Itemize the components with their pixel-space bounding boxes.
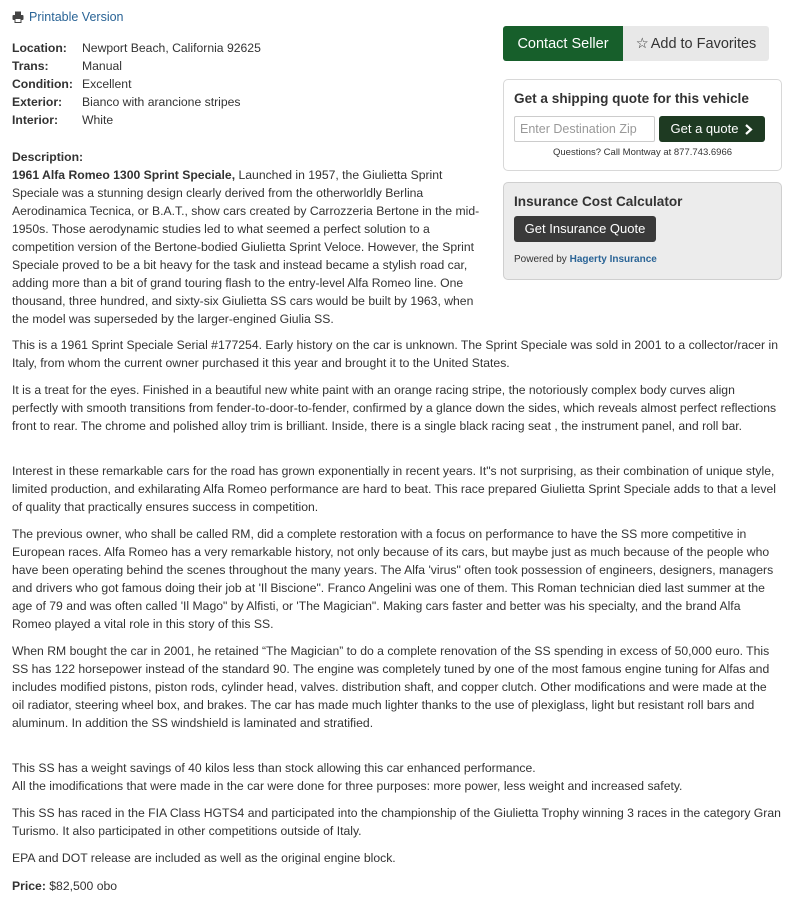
description-paragraph [12,804,782,840]
printable-version-link[interactable] [12,8,124,26]
description-paragraph [12,462,782,516]
shipping-title: Get a shipping quote for this vehicle [514,91,749,106]
spec-value: Manual [82,59,122,73]
paragraph-text: This SS has a weight savings of 40 kilos less than stock allowing this car enhanced performance. [12,761,536,775]
price [12,877,117,895]
star-icon: ☆ [635,35,649,52]
description-paragraph [12,525,782,633]
spec-value: Bianco with arancione stripes [82,95,241,109]
destination-zip-input[interactable] [514,116,655,142]
printable-version-label[interactable]: Printable Version [29,10,124,24]
shipping-quote-box [503,79,782,171]
description-paragraph [12,642,782,732]
insurance-calculator-box [503,182,782,280]
hagerty-insurance-link[interactable]: Hagerty Insurance [569,254,657,265]
get-insurance-quote-button[interactable]: Get Insurance Quote [514,216,656,242]
spec-label: Interior: [12,113,59,127]
spec-row-condition [12,75,261,93]
spec-label: Exterior: [12,95,63,109]
paragraph-text: When RM bought the car in 2001, he retained “The Magician” to do a complete renovation of the SS spending in excess of 50,000 euro. This SS has 122 horsepower instead of the standard 90. The engine was completely tuned by one of the most famous engine tuning for Alfas and includes modified pistons, piston rods, cylinder head, valves. distribution shaft, and copper clutch. Other modifications and were made at the oil radiator, steering wheel box, and brakes. The car has made much lighter thanks to the use of plexiglass, light but resistant roll bars and aluminum. In addition the SS windshield is laminated and stratified. [12,644,770,730]
spec-row-exterior [12,93,261,111]
price-label: Price: [12,879,46,893]
description-paragraph [12,759,782,795]
paragraph-text: The previous owner, who shall be called RM, did a complete restoration with a focus on performance to have the SS more competitive in European races. Alfa Romeo has a very remarkable history, not only because of its cars, but maybe just as much because of the people who have been operating behind the scenes throughout the many years. The Alfa 'virus" often took possession of engineers, designers, managers and drivers who got famous doing their job at 'Il Biscione". Franco Angelini was one of them. This Roman technician died last summer at the age of 79 and was often called 'Il Mago" by Alfisti, or 'The Magician". Making cars faster and better was his specialty, and the brand Alfa Romeo played a vital role in this story of this SS. [12,527,774,631]
shipping-form [514,116,771,142]
action-buttons [503,26,782,61]
paragraph-text: All the imodifications that were made in the car were done for three purposes: more power, less weight and increased safety. [12,779,683,793]
paragraph-text: Interest in these remarkable cars for the road has grown exponentially in recent years. It"s not surprising, as their combination of unique style, limited production, and exhilarating Alfa Romeo performance are hard to beat. This race prepared Giulietta Sprint Speciale adds to that a level of quality that practically ensures success in competition. [12,464,776,514]
spec-label: Location: [12,41,67,55]
vehicle-specs [12,39,261,129]
spec-row-interior [12,111,261,129]
spec-label: Trans: [12,59,49,73]
description-paragraph [12,849,782,867]
description-paragraph [12,381,782,435]
contact-seller-button[interactable]: Contact Seller [503,26,623,61]
description-paragraph [12,166,492,328]
lead-text: Launched in 1957, the Giulietta Sprint Speciale was a stunning design clearly derived from the otherworldly Berlina Aerodinamica Tecnica, or B.A.T., show cars created by Carrozzeria Bertone in the mid-1950s. Those aerodynamic studies led to what seemed a perfect solution to a competition version of the Bertone-bodied Giulietta Sprint Veloce. However, the Sprint Speciale proved to be a bit heavy for the task and instead became a stylish road car, adding more than a bit of grand touring flash to the entry-level Alfa Romeo line. One thousand, three hundred, and sixty-six Giulietta SS cars would be built by 1963, when the model was superseded by the larger-engined Giulia SS. [12,168,480,326]
paragraph-text: EPA and DOT release are included as well as the original engine block. [12,851,396,865]
add-to-favorites-button[interactable] [623,26,769,61]
paragraph-text: This SS has raced in the FIA Class HGTS4 and participated into the championship of the Giulietta Trophy winning 3 races in the category Gran Turismo. It also participated in other competitions outside of Italy. [12,806,781,838]
powered-by [514,253,771,267]
powered-prefix: Powered by [514,254,570,265]
printer-icon [12,11,24,23]
description-paragraph [12,336,782,372]
spec-value: Newport Beach, California 92625 [82,41,261,55]
chevron-right-icon [744,124,753,135]
shipping-note: Questions? Call Montway at 877.743.6966 [552,147,733,158]
listing-title: 1961 Alfa Romeo 1300 Sprint Speciale, [12,168,236,182]
description-lead [12,148,492,328]
spec-row-location [12,39,261,57]
spec-value: Excellent [82,77,132,91]
paragraph-text: This is a 1961 Sprint Speciale Serial #177254. Early history on the car is unknown. The Sprint Speciale was sold in 2001 to a collector/racer in Italy, from whom the current owner purchased it this year and brought it to the United States. [12,338,778,370]
paragraph-text: It is a treat for the eyes. Finished in a beautiful new white paint with an orange racing stripe, the notoriously complex body curves align perfectly with smooth transitions from fender-to-door-to-fender, confirmed by a glance down the sides, which reveals almost perfect reflections front to rear. The chrome and polished alloy trim is brilliant. Inside, there is a single black racing seat , the instrument panel, and roll bar. [12,383,777,433]
insurance-title: Insurance Cost Calculator [514,194,683,209]
favorites-label: Add to Favorites [650,35,757,52]
description-heading: Description: [12,150,84,164]
price-value: $82,500 obo [49,879,118,893]
spec-value: White [82,113,114,127]
spec-row-trans [12,57,261,75]
get-quote-label: Get a quote [670,121,739,136]
sidebar [503,26,782,280]
spec-label: Condition: [12,77,73,91]
get-quote-button[interactable] [659,116,765,142]
